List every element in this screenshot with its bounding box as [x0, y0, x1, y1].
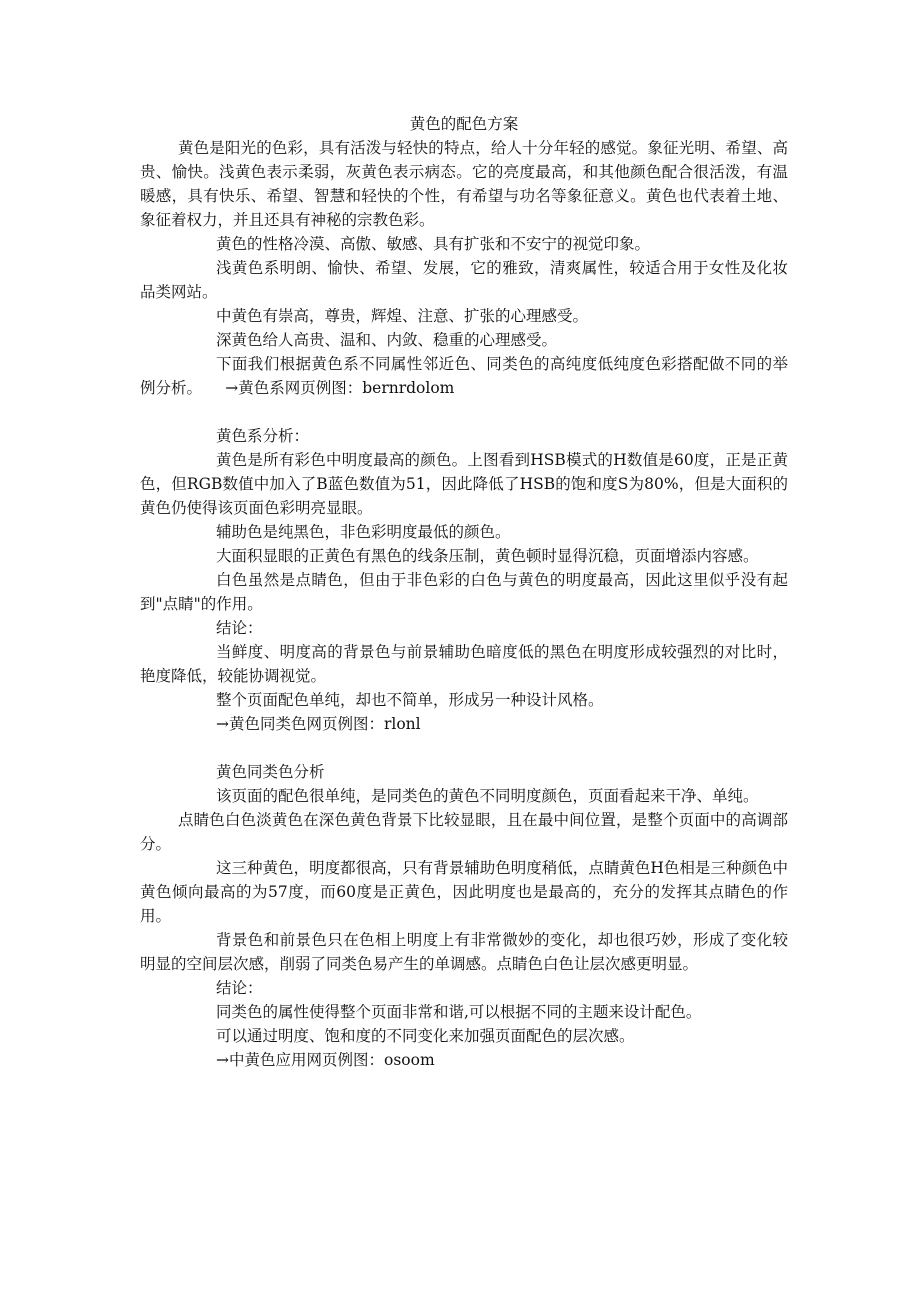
intro-paragraph: 黄色是阳光的色彩，具有活泼与轻快的特点，给人十分年轻的感觉。象征光明、希望、高贵、愉快。浅黄色表示柔弱，灰黄色表示病态。它的亮度最高，和其他颜色配合很活泼，有温暖感，具有快乐、希望、智慧和轻快的个性，有希望与功名等象征意义。黄色也代表着土地、象征着权力，并且还具有神秘的宗教色彩。: [140, 139, 788, 229]
section1-conclusion-2: 整个页面配色单纯，却也不简单，形成另一种设计风格。: [216, 691, 604, 709]
section2-heading: 黄色同类色分析: [216, 763, 325, 781]
section1-heading: 黄色系分析：: [216, 427, 310, 445]
deep-yellow-paragraph: 深黄色给人高贵、温和、内敛、稳重的心理感受。: [216, 331, 558, 349]
section1-example-link: →黄色同类色网页例图：rlonl: [216, 715, 421, 733]
section2-paragraph-4: 背景色和前景色只在色相上明度上有非常微妙的变化，却也很巧妙，形成了变化较明显的空间层次感，削弱了同类色易产生的单调感。点睛色白色让层次感更明显。: [140, 931, 788, 973]
section2-paragraph-1: 该页面的配色很单纯，是同类色的黄色不同明度颜色，页面看起来干净、单纯。: [216, 787, 759, 805]
section2-conclusion-1: 同类色的属性使得整个页面非常和谐,可以根据不同的主题来设计配色。: [216, 1003, 702, 1021]
document-body: [140, 112, 820, 1072]
section1-conclusion-label: 结论：: [216, 619, 263, 637]
analysis-intro-paragraph: 下面我们根据黄色系不同属性邻近色、同类色的高纯度低纯度色彩搭配做不同的举例分析。 →黄色系网页例图：bernrdolom: [140, 355, 788, 397]
section1-paragraph-2: 辅助色是纯黑色，非色彩明度最低的颜色。: [216, 523, 511, 541]
section1-paragraph-3: 大面积显眼的正黄色有黑色的线条压制，黄色顿时显得沉稳，页面增添内容感。: [216, 547, 759, 565]
personality-paragraph: 黄色的性格冷漠、高傲、敏感、具有扩张和不安宁的视觉印象。: [216, 235, 651, 253]
section2-conclusion-label: 结论：: [216, 979, 263, 997]
spacer: [140, 736, 788, 760]
light-yellow-paragraph: 浅黄色系明朗、愉快、希望、发展，它的雅致，清爽属性，较适合用于女性及化妆品类网站。: [140, 259, 788, 301]
section2-example-link: →中黄色应用网页例图：osoom: [216, 1051, 435, 1069]
section1-conclusion-1: 当鲜度、明度高的背景色与前景辅助色暗度低的黑色在明度形成较强烈的对比时，艳度降低，较能协调视觉。: [140, 643, 788, 685]
mid-yellow-paragraph: 中黄色有崇高，尊贵，辉煌、注意、扩张的心理感受。: [216, 307, 589, 325]
spacer: [140, 400, 788, 424]
section1-paragraph-4: 白色虽然是点睛色，但由于非色彩的白色与黄色的明度最高，因此这里似乎没有起到"点睛"的作用。: [140, 571, 788, 613]
section2-paragraph-3: 这三种黄色，明度都很高，只有背景辅助色明度稍低，点睛黄色H色相是三种颜色中黄色倾向最高的为57度，而60度是正黄色，因此明度也是最高的，充分的发挥其点睛色的作用。: [140, 859, 788, 925]
section2-paragraph-2: 点睛色白色淡黄色在深色黄色背景下比较显眼，且在最中间位置，是整个页面中的高调部分。: [140, 811, 788, 853]
section1-paragraph-1: 黄色是所有彩色中明度最高的颜色。上图看到HSB模式的H数值是60度，正是正黄色，但RGB数值中加入了B蓝色数值为51，因此降低了HSB的饱和度S为80%，但是大面积的 黄色仍使得该页面色彩明亮显眼。: [140, 451, 820, 517]
section2-conclusion-2: 可以通过明度、饱和度的不同变化来加强页面配色的层次感。: [216, 1027, 635, 1045]
page-title: 黄色的配色方案: [409, 115, 519, 133]
